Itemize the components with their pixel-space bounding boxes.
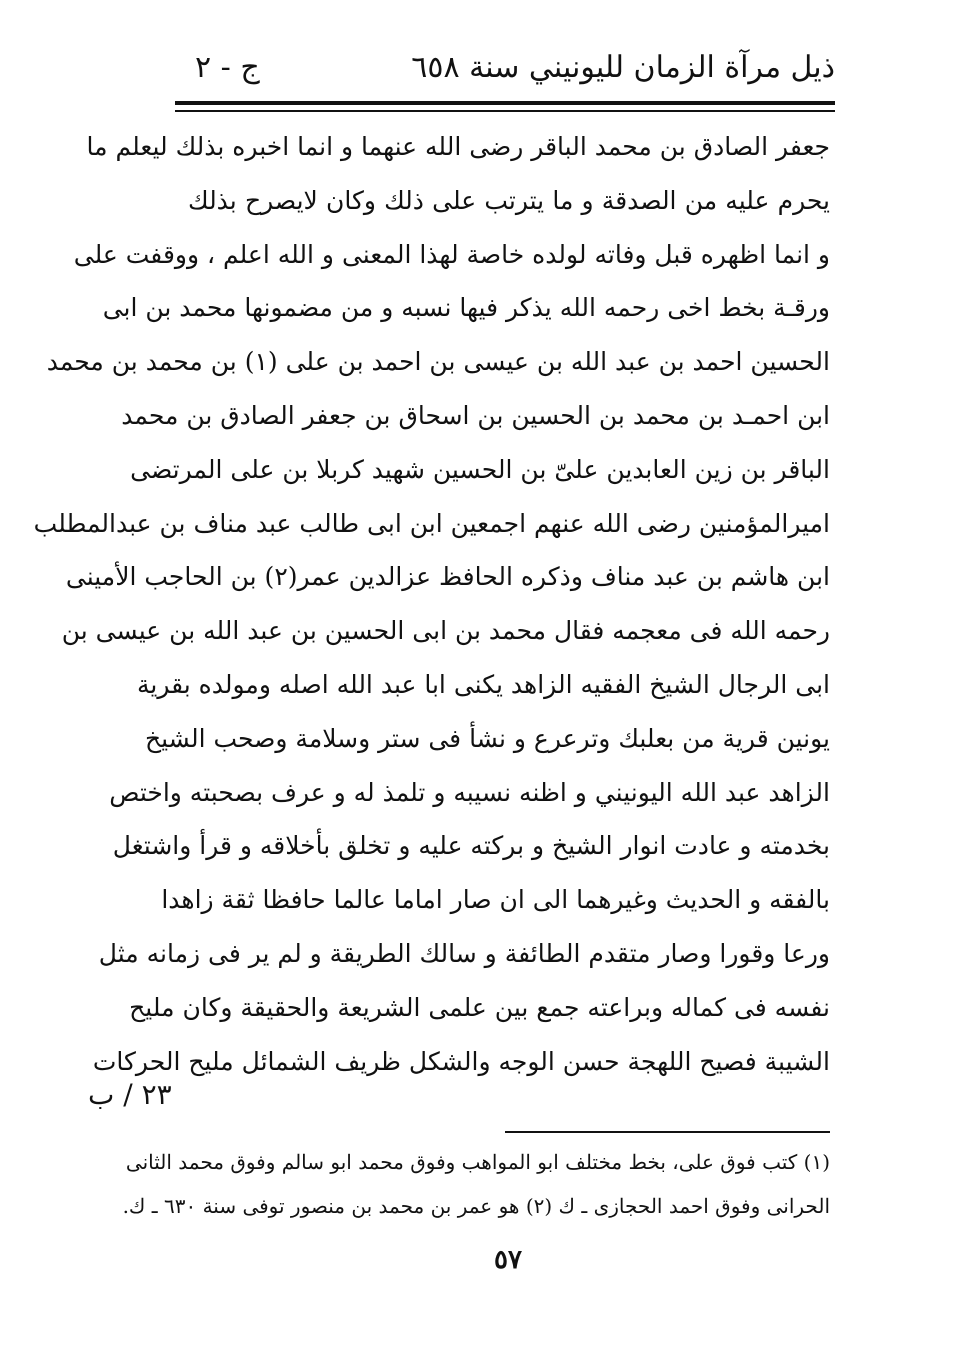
body-line: الباقر بن زين العابدين علىّ بن الحسين شهيد كربلا بن على المرتضى xyxy=(130,454,830,484)
footnote-line: (١) كتب فوق على، بخط مختلف ابو المواهب وفوق محمد ابو سالم وفوق محمد الثانى xyxy=(125,1150,830,1174)
footnote-separator xyxy=(505,1131,830,1133)
body-line: يونين قرية من بعلبك وترعرع و نشأ فى ستر وسلامة وصحب الشيخ xyxy=(145,723,830,753)
body-line: يحرم عليه من الصدقة و ما يترتب على ذلك وكان لايصرح بذلك xyxy=(188,185,830,215)
body-text xyxy=(33,120,830,1088)
body-line: ورعا وقورا وصار متقدم الطائفة و سالك الطريقة و لم ير فى زمانه مثل xyxy=(98,938,830,968)
body-line: و انما اظهره قبل وفاته لولده خاصة لهذا المعنى و الله اعلم ، ووقفت على xyxy=(73,239,830,269)
body-line: الشيبة فصيح اللهجة حسن الوجه والشكل ظريف الشمائل مليح الحركات xyxy=(92,1046,830,1076)
body-line: رحمه الله فى معجمه فقال محمد بن ابى الحسين بن عبد الله بن عيسى بن xyxy=(61,616,830,646)
body-line: بالفقه و الحديث وغيرهما الى ان صار اماما عالما حافظا ثقة زاهدا xyxy=(161,885,830,915)
body-line: ورقـة بخط اخى رحمه الله يذكر فيها نسبه و من مضمونها محمد بن ابى xyxy=(102,293,830,323)
body-line: ابى الرجال الشيخ الفقيه الزاهد يكنى ابا عبد الله اصله ومولده بقرية xyxy=(136,669,830,699)
body-line: ابن هاشم بن عبد مناف وذكره الحافظ عزالدين عمر(٢) بن الحاجب الأمينى xyxy=(65,562,830,592)
margin-folio-note: ٢٣ / ب xyxy=(88,1078,172,1111)
body-line: جعفر الصادق بن محمد الباقر رضى الله عنهما و انما اخبره بذلك ليعلم ما xyxy=(86,132,830,161)
footnote-line: الحرانى وفوق احمد الحجازى ـ ك (٢) هو عمر بن محمد بن منصور توفى سنة ٦٣٠ ـ ك. xyxy=(122,1194,830,1218)
body-line: اميرالمؤمنين رضى الله عنهم اجمعين ابن ابى طالب عبد مناف بن عبدالمطلب xyxy=(33,508,830,538)
body-line: بخدمته و عادت انوار الشيخ و بركته عليه و تخلق بأخلاقه و قرأ واشتغل xyxy=(112,831,830,861)
page-number: ٥٧ xyxy=(494,1245,522,1275)
body-line: الحسين احمد بن عبد الله بن عيسى بن احمد بن على (١) بن محمد بن محمد xyxy=(46,347,830,377)
body-line: الزاهد عبد الله اليونيني و اظنه نسيبه و تلمذ له و عرف بصحبته واختص xyxy=(109,777,830,807)
header-rule-thick xyxy=(175,101,835,105)
header-title: ذيل مرآة الزمان لليونيني سنة ٦٥٨ xyxy=(411,50,835,85)
header-rule-thin xyxy=(175,110,835,112)
body-line: ابن احمـد بن محمد بن الحسين بن اسحاق بن جعفر الصادق بن محمد xyxy=(121,400,830,430)
footnotes xyxy=(122,1140,830,1228)
header-volume: ج - ٢ xyxy=(195,50,260,85)
body-line: نفسه فى كماله وبراعته جمع بين علمى الشريعة والحقيقة وكان مليح xyxy=(129,992,830,1022)
